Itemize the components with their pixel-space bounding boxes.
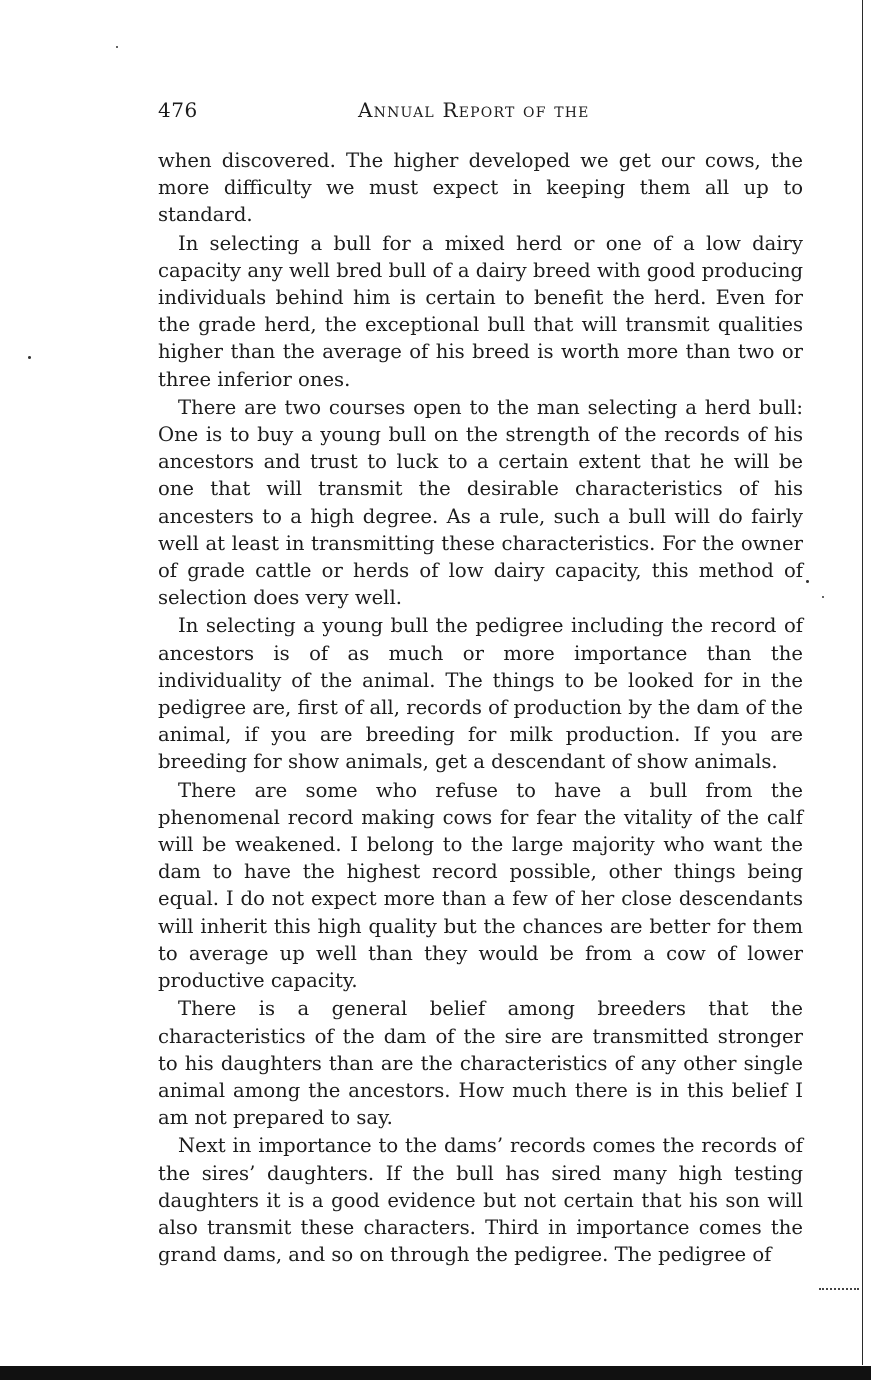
scan-speck xyxy=(28,356,31,359)
paragraph: In selecting a young bull the pedigree including the record of ancestors is of as much or more importance than the individuality of the animal. The things to be looked for in the pedigree are, first of all, records of production by the dam of the animal, if you are breeding for milk production. If you are breeding for show animals, get a descendant of show animals. xyxy=(158,614,803,774)
scan-speck xyxy=(116,46,118,48)
paragraph: In selecting a bull for a mixed herd or one of a low dairy capacity any well bred bull of a dairy breed with good producing individuals behind him is certain to benefit the herd. Even for the grade herd, the exceptional bull that will transmit qualities higher than the average of his breed is worth more than two or three inferior ones. xyxy=(158,231,803,391)
scan-bottom-border xyxy=(0,1366,871,1380)
paragraph: There is a general belief among breeders that the characteristics of the dam of the sire are transmitted stronger to his daughters than are the characteristics of any other single animal among the ancestors. How much there is in this belief I am not prepared to say. xyxy=(158,997,803,1130)
body-text xyxy=(158,147,803,1269)
page-number: 476 xyxy=(158,98,198,122)
scan-speck xyxy=(806,580,809,583)
paragraph: Next in importance to the dams’ records comes the records of the sires’ daughters. If the bull has sired many high testing daughters it is a good evidence but not certain that his son will also transmit these characters. Third in importance comes the grand dams, and so on through the pedigree. The pedigree of xyxy=(158,1134,803,1267)
paragraph: There are two courses open to the man selecting a herd bull: One is to buy a young bull on the strength of the records of his ancestors and trust to luck to a certain extent that he will be one that will transmit the desirable characteristics of his ancesters to a high degree. As a rule, such a bull will do fairly well at least in transmitting these characteristics. For the owner of grade cattle or herds of low dairy capacity, this method of selection does very well. xyxy=(158,395,803,610)
page-edge-line xyxy=(862,0,863,1365)
running-head: Annual Report of the xyxy=(358,98,590,122)
margin-mark xyxy=(819,1288,859,1293)
paragraph: when discovered. The higher developed we get our cows, the more difficulty we must expect in keeping them all up to standard. xyxy=(158,149,803,227)
paragraph: There are some who refuse to have a bull from the phenomenal record making cows for fear the vitality of the calf will be weakened. I belong to the large majority who want the dam to have the highest record possible, other things being equal. I do not expect more than a few of her close descendants will inherit this high quality but the chances are better for them to average up well than they would be from a cow of lower productive capacity. xyxy=(158,778,803,993)
page-header xyxy=(158,98,803,126)
scan-speck xyxy=(822,596,824,598)
